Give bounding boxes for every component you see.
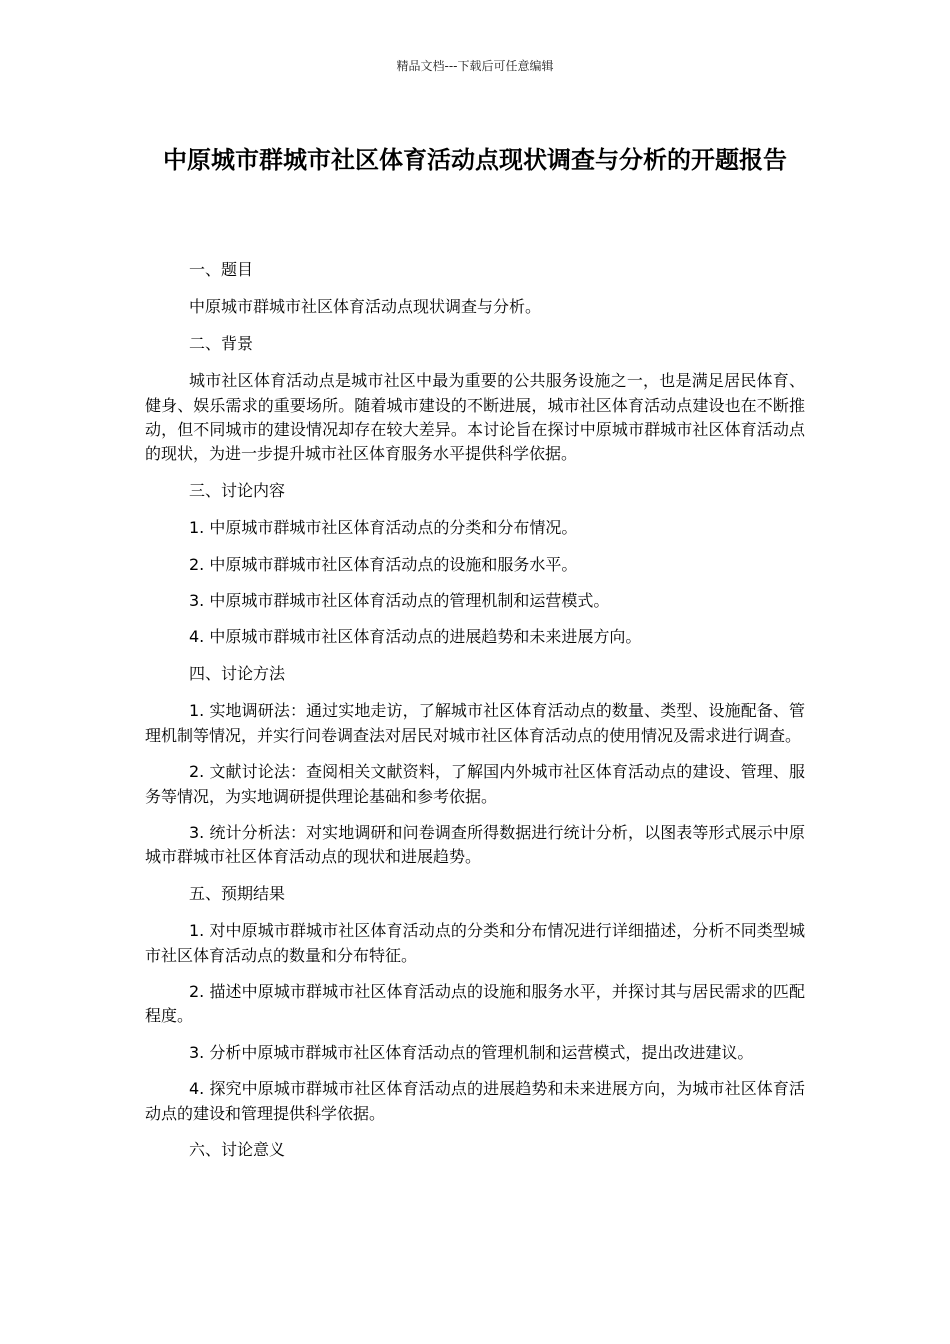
- content-item: 2. 中原城市群城市社区体育活动点的设施和服务水平。: [189, 554, 578, 574]
- section-heading-background: 二、背景: [189, 333, 254, 353]
- header-note: 精品文档---下载后可任意编辑: [396, 59, 554, 73]
- section-heading-methods: 四、讨论方法: [189, 663, 286, 683]
- section-heading-expected-results: 五、预期结果: [189, 883, 286, 903]
- section-heading-topic: 一、题目: [189, 260, 254, 279]
- document-title: 中原城市群城市社区体育活动点现状调查与分析的开题报告: [163, 146, 787, 174]
- background-paragraph: 城市社区体育活动点是城市社区中最为重要的公共服务设施之一，也是满足居民体育、健身、娱乐需求的重要场所。随着城市建设的不断进展，城市社区体育活动点建设也在不断推动，但不同城市的建设情况却存在较大差异。本讨论旨在探讨中原城市群城市社区体育活动点的现状，为进一步提升城市社区体育服务水平提供科学依据。: [145, 371, 805, 464]
- result-item: 2. 描述中原城市群城市社区体育活动点的设施和服务水平，并探讨其与居民需求的匹配程度。: [145, 981, 805, 1026]
- result-item: 1. 对中原城市群城市社区体育活动点的分类和分布情况进行详细描述，分析不同类型城市社区体育活动点的数量和分布特征。: [145, 921, 805, 965]
- result-item: 4. 探究中原城市群城市社区体育活动点的进展趋势和未来进展方向，为城市社区体育活动点的建设和管理提供科学依据。: [145, 1079, 805, 1123]
- topic-paragraph: 中原城市群城市社区体育活动点现状调查与分析。: [189, 297, 542, 317]
- content-item: 1. 中原城市群城市社区体育活动点的分类和分布情况。: [189, 518, 578, 538]
- section-heading-significance: 六、讨论意义: [189, 1139, 286, 1159]
- method-item: 3. 统计分析法：对实地调研和问卷调查所得数据进行统计分析，以图表等形式展示中原城市群城市社区体育活动点的现状和进展趋势。: [145, 822, 805, 867]
- content-item: 4. 中原城市群城市社区体育活动点的进展趋势和未来进展方向。: [189, 627, 642, 647]
- method-item: 1. 实地调研法：通过实地走访，了解城市社区体育活动点的数量、类型、设施配备、管理机制等情况，并实行问卷调查法对居民对城市社区体育活动点的使用情况及需求进行调查。: [145, 701, 805, 745]
- method-item: 2. 文献讨论法：查阅相关文献资料，了解国内外城市社区体育活动点的建设、管理、服务等情况，为实地调研提供理论基础和参考依据。: [145, 762, 805, 806]
- content-item: 3. 中原城市群城市社区体育活动点的管理机制和运营模式。: [189, 591, 610, 611]
- document-body: [145, 258, 805, 1175]
- section-heading-content: 三、讨论内容: [189, 480, 286, 500]
- result-item: 3. 分析中原城市群城市社区体育活动点的管理机制和运营模式，提出改进建议。: [189, 1042, 754, 1062]
